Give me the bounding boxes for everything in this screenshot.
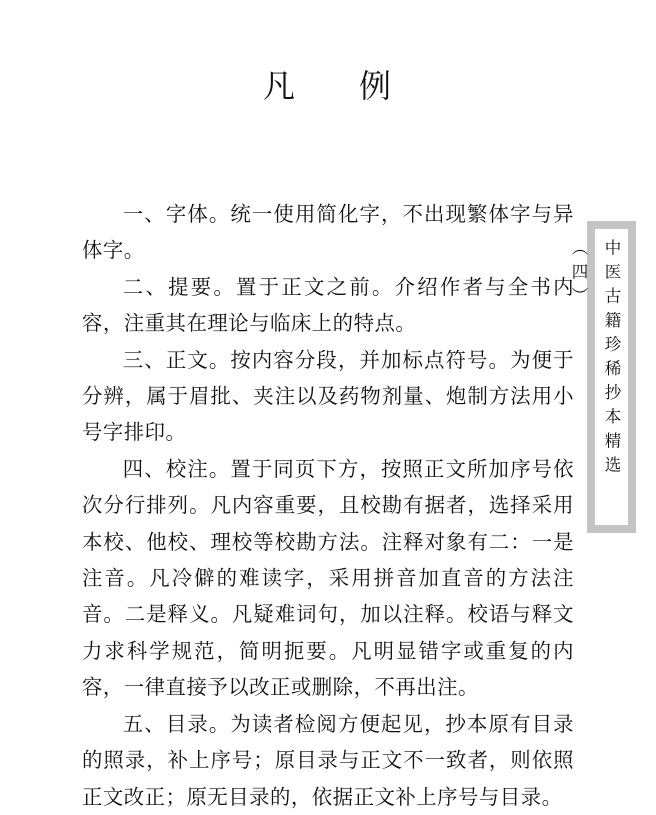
paragraph-font-style: 一、字体。统一使用简化字，不出现繁体字与异体字。	[82, 202, 574, 263]
page-title-char-2: 例	[359, 67, 394, 105]
paragraph-abstract: 二、提要。置于正文之前。介绍作者与全书内容，注重其在理论与临床上的特点。	[82, 274, 574, 336]
series-side-tab-inner	[569, 229, 628, 525]
paragraph-annotation: 四、校注。置于同页下方，按照正文所加序号依次分行排列。凡内容重要，且校勘有据者，选择采用本校、他校、理校等校勘方法。注释对象有二：一是注音。凡冷僻的难读字，采用拼音加直音的方法注音。二是释义。凡疑难词句，加以注释。校语与释文力求科学规范，简明扼要。凡明显错字或重复的内容，一律直接予以改正或删除，不再出注。	[82, 456, 574, 700]
page-title-char-1: 凡	[262, 67, 297, 105]
page-title	[0, 66, 656, 106]
body-text	[82, 196, 574, 815]
series-side-tab-label: 中医古籍珍稀抄本精选（四）	[569, 239, 621, 480]
series-side-tab	[569, 221, 636, 533]
paragraph-table-of-contents: 五、目录。为读者检阅方便起见，抄本原有目录的照录，补上序号；原目录与正文不一致者，则依照正文改正；原无目录的，依据正文补上序号与目录。	[82, 711, 574, 809]
paragraph-main-text: 三、正文。按内容分段，并加标点符号。为便于分辨，属于眉批、夹注以及药物剂量、炮制方法用小号字排印。	[82, 347, 574, 445]
